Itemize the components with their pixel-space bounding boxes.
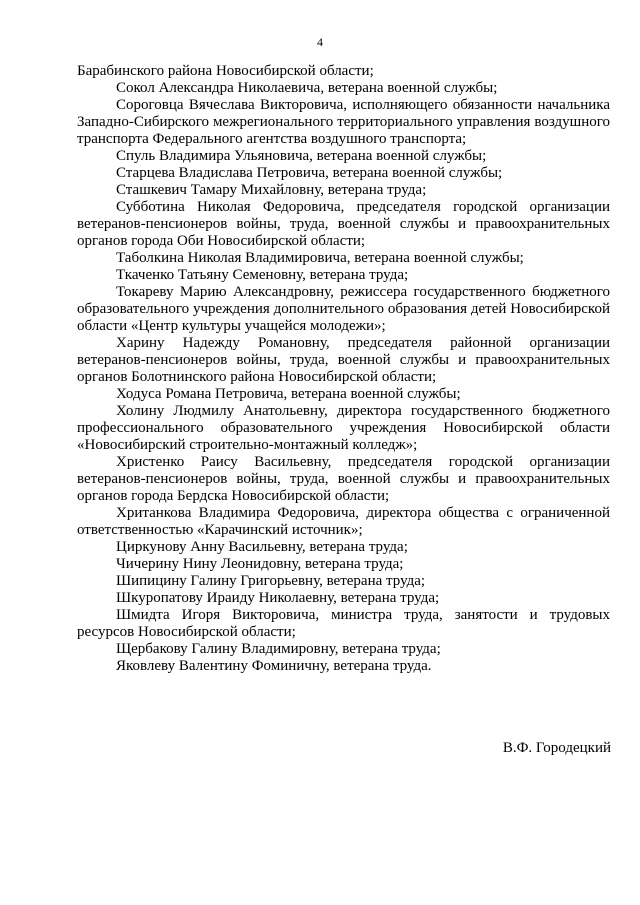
list-item: Холину Людмилу Анатольевну, директора государственного бюджетного профессионального образовательного учреждения Новосибирской области «Новосибирский строительно-монтажный колледж»;	[77, 403, 610, 453]
list-item: Яковлеву Валентину Фоминичну, ветерана труда.	[116, 658, 432, 674]
list-item: Христенко Раису Васильевну, председателя городской организации ветеранов-пенсионеров войны, труда, военной службы и правоохранительных органов города Бердска Новосибирской области;	[77, 454, 610, 504]
list-item: Шипицину Галину Григорьевну, ветерана труда;	[116, 573, 426, 589]
list-item: Сороговца Вячеслава Викторовича, исполняющего обязанности начальника Западно-Сибирского межрегионального территориального управления воздушного транспорта Федерального агентства воздушного транспорта;	[77, 97, 610, 147]
list-item: Спуль Владимира Ульяновича, ветерана военной службы;	[116, 148, 487, 164]
page-number: 4	[317, 35, 323, 49]
list-item: Сташкевич Тамару Михайловну, ветерана труда;	[116, 182, 427, 198]
list-item: Щербакову Галину Владимировну, ветерана труда;	[116, 641, 441, 657]
list-item: Таболкина Николая Владимировича, ветерана военной службы;	[116, 250, 524, 266]
list-item: Циркунову Анну Васильевну, ветерана труда;	[116, 539, 408, 555]
list-item: Ходуса Романа Петровича, ветерана военной службы;	[116, 386, 461, 402]
paragraph-continuation: Барабинского района Новосибирской области;	[77, 63, 374, 79]
list-item: Субботина Николая Федоровича, председателя городской организации ветеранов-пенсионеров войны, труда, военной службы и правоохранительных органов города Оби Новосибирской области;	[77, 199, 610, 249]
list-item: Сокол Александра Николаевича, ветерана военной службы;	[116, 80, 498, 96]
signature: В.Ф. Городецкий	[502, 740, 611, 756]
document-body	[77, 63, 610, 675]
list-item: Токареву Марию Александровну, режиссера государственного бюджетного образовательного учреждения дополнительного образования детей Новосибирской области «Центр культуры учащейся молодежи»;	[77, 284, 610, 334]
list-item: Ткаченко Татьяну Семеновну, ветерана труда;	[116, 267, 409, 283]
list-item: Шмидта Игоря Викторовича, министра труда, занятости и трудовых ресурсов Новосибирской области;	[77, 607, 610, 640]
list-item: Чичерину Нину Леонидовну, ветерана труда;	[116, 556, 404, 572]
list-item: Старцева Владислава Петровича, ветерана военной службы;	[116, 165, 503, 181]
list-item: Шкуропатову Ираиду Николаевну, ветерана труда;	[116, 590, 440, 606]
list-item: Харину Надежду Романовну, председателя районной организации ветеранов-пенсионеров войны, труда, военной службы и правоохранительных органов Болотнинского района Новосибирской области;	[77, 335, 610, 385]
list-item: Хританкова Владимира Федоровича, директора общества с ограниченной ответственностью «Карачинский источник»;	[77, 505, 610, 538]
